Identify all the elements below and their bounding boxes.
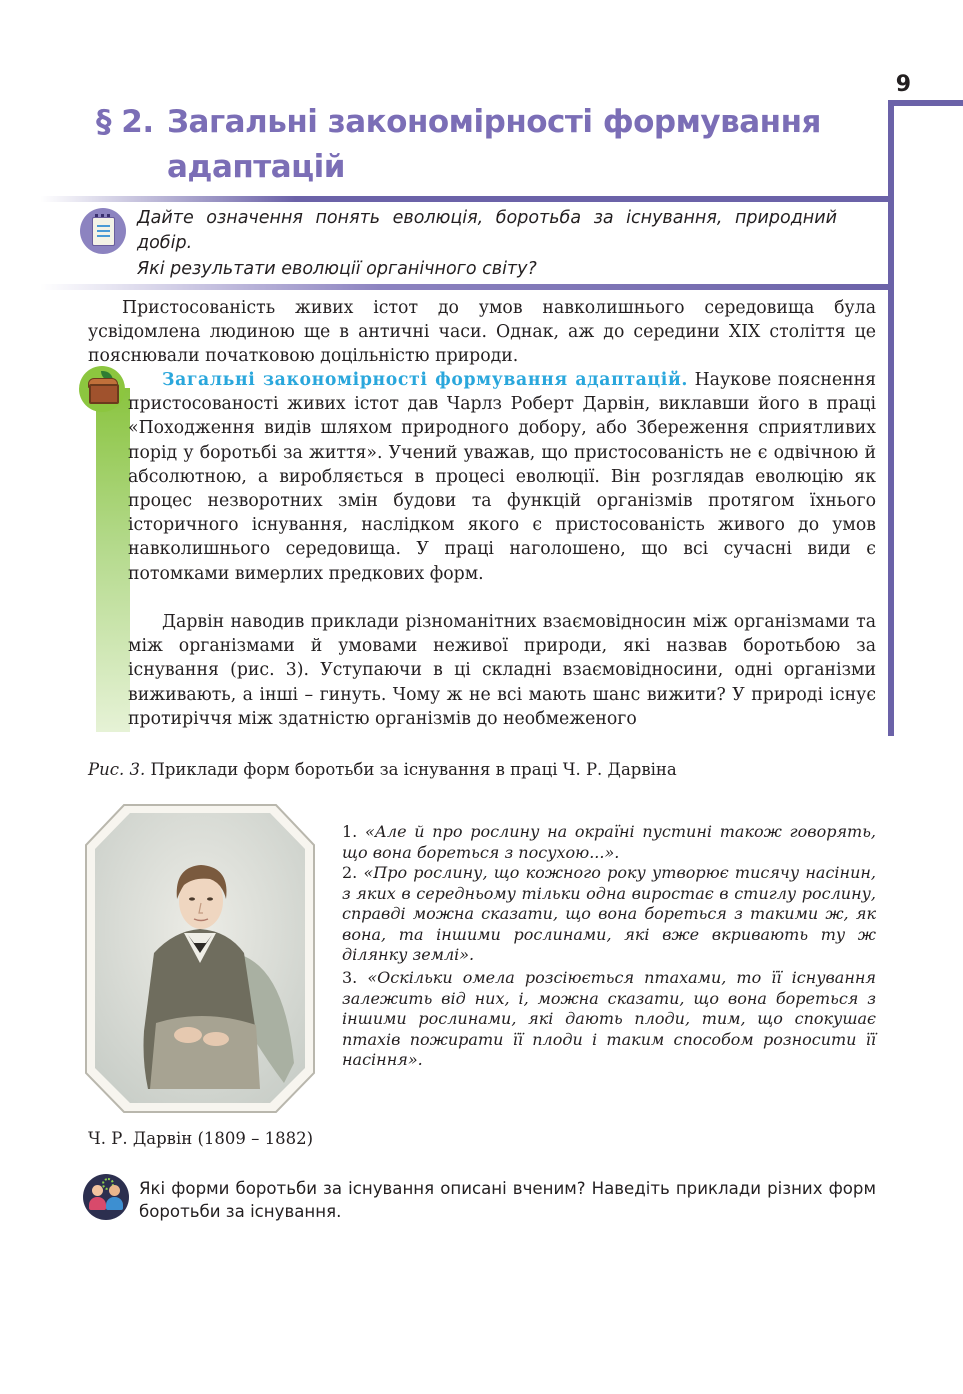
intro-divider xyxy=(40,284,892,290)
body-paragraph-2-text: Наукове пояснення пристосованості живих істот дав Чарлз Роберт Дарвін, виклавши його в праці «Походження видів шляхом природного добору, або Збереження сприятливих порід у боротьбі за життя». Учений уважав, що пристосованість не є одвічною й абсолютною, а виробляється в процесі еволюції. Він розглядав еволюцію як процес незворотних змін будови та функцій організмів протягом їхнього історичного існування, наслідком якого є пристосованість живого до умов навколишнього середовища. У праці наголошено, що всі сучасні види є потомками вимерлих предкових форм. xyxy=(128,370,877,584)
page-frame-top xyxy=(890,100,963,106)
notes-icon xyxy=(80,208,126,254)
quote-3 xyxy=(342,968,876,1071)
section-number: § 2. xyxy=(96,104,154,140)
quote-1-text: «Але й про рослину на окраїні пустині також говорять, що вона бореться з посухою...». xyxy=(342,822,877,862)
quote-1 xyxy=(342,822,876,863)
discussion-icon xyxy=(83,1174,129,1220)
quote-1-number: 1. xyxy=(342,822,365,841)
body-paragraph-3-text: Дарвін наводив приклади різноманітних взаємовідносин між організмами та між організмами й умовами неживої природи, які назвав боротьбою за існування (рис. 3). Уступаючи в ці складні взаємовідносини, одні організми виживають, а інші – гинуть. Чому ж не всі мають шанс вижити? У природі існує протиріччя між здатністю організмів до необмеженого xyxy=(128,612,876,729)
figure-label: Рис. 3. xyxy=(88,760,146,779)
page-number: 9 xyxy=(895,72,911,97)
quote-3-number: 3. xyxy=(342,968,368,987)
quote-2-number: 2. xyxy=(342,863,364,882)
quote-3-text: «Оскільки омела розсіюється птахами, то її існування залежить від них, і, можна сказати, що вона бореться з іншими рослинами, які дають плоди, тим, що спокушає птахів пожирати її плоди і таким способом розносити її насіння». xyxy=(342,968,877,1069)
title-divider xyxy=(40,196,892,202)
body-paragraph-1: Пристосованість живих істот до умов навколишнього середовища була усвідомлена людиною ще в античні часи. Однак, аж до середини XIX століття це пояснювали початковою доцільністю природи. xyxy=(88,298,876,367)
intro-question-2: Які результати еволюції органічного світу? xyxy=(137,259,537,279)
darwin-portrait xyxy=(84,803,316,1114)
section-accent-bar xyxy=(96,388,130,732)
body-paragraph-3 xyxy=(128,610,876,731)
treasure-chest-icon xyxy=(79,366,125,412)
page-title-line1: Загальні закономірності формування xyxy=(167,104,821,140)
discussion-question: Які форми боротьби за існування описані вченим? Наведіть приклади різних форм боротьби за існування. xyxy=(139,1179,876,1221)
body-paragraph-2 xyxy=(128,368,876,586)
figure-caption-text: Приклади форм боротьби за існування в праці Ч. Р. Дарвіна xyxy=(145,760,677,779)
quote-2 xyxy=(342,863,876,966)
figure-caption xyxy=(88,760,677,779)
quote-2-text: «Про рослину, що кожного року утворює тисячу насінин, з яких в середньому тільки одна виростає в стиглу рослину, справді можна сказати, що вона бореться з такими ж, як вона, та іншими рослинами, які вже вкривають ту ж ділянку землі». xyxy=(342,863,877,964)
page-title-line2: адаптацій xyxy=(167,149,346,185)
section-heading: Загальні закономірності формування адаптацій. xyxy=(162,370,689,390)
intro-question-1: Дайте означення понять еволюція, боротьба за існування, природний добір. xyxy=(137,208,837,253)
portrait-caption: Ч. Р. Дарвін (1809 – 1882) xyxy=(88,1129,314,1148)
